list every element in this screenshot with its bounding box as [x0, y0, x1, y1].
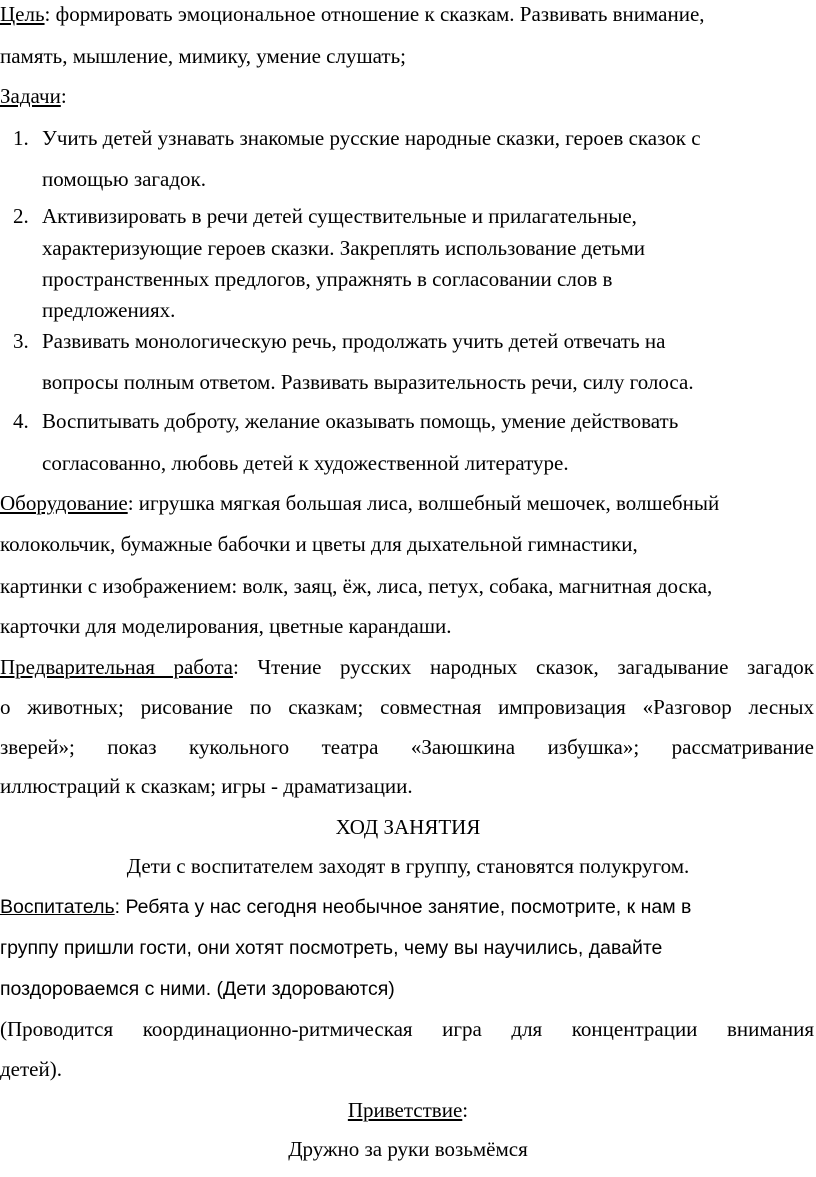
- task-4-line-1: Воспитывать доброту, желание оказывать помощь, умение действовать: [42, 409, 679, 433]
- tasks-heading: [0, 83, 67, 109]
- greeting-label: Приветствие: [347, 1098, 463, 1122]
- task-number-1: 1.: [13, 126, 29, 150]
- task-number-3: 3.: [13, 329, 29, 353]
- teacher-text-1: : Ребята у нас сегодня необычное занятие, посмотрите, к нам в: [114, 896, 692, 918]
- task-number-2: 2.: [13, 204, 29, 228]
- prep-line-3: зверей»; показ кукольного театра «Заюшкина избушка»; рассматривание: [0, 735, 814, 759]
- tasks-label: Задачи: [0, 84, 61, 108]
- equipment-line-2: колокольчик, бумажные бабочки и цветы для дыхательной гимнастики,: [0, 532, 638, 556]
- goal-text-1: : формировать эмоциональное отношение к сказкам. Развивать внимание,: [44, 2, 705, 26]
- teacher-label: Воспитатель: [0, 896, 115, 918]
- task-4-line-2: согласованно, любовь детей к художественной литературе.: [42, 451, 569, 475]
- task-number-4: 4.: [13, 409, 29, 433]
- equipment-label: Оборудование: [0, 491, 128, 515]
- task-3-line-2: вопросы полным ответом. Развивать выразительность речи, силу голоса.: [42, 370, 694, 394]
- teacher-line-3: поздороваемся с ними. (Дети здороваются): [0, 978, 395, 1000]
- greeting-line-1: Дружно за руки возьмёмся: [288, 1137, 528, 1161]
- task-3-line-1: Развивать монологическую речь, продолжать учить детей отвечать на: [42, 329, 666, 353]
- task-2-line-3: пространственных предлогов, упражнять в согласовании слов в: [42, 267, 613, 291]
- game-line-1: (Проводится координационно-ритмическая игра для концентрации внимания: [0, 1017, 814, 1041]
- prep-label: Предварительная работа: [0, 655, 233, 679]
- equipment-line-4: карточки для моделирования, цветные карандаши.: [0, 614, 452, 638]
- greeting-colon: :: [462, 1098, 469, 1122]
- prep-line-4: иллюстраций к сказкам; игры - драматизации.: [0, 774, 413, 798]
- task-1-line-2: помощью загадок.: [42, 167, 207, 191]
- task-2-line-1: Активизировать в речи детей существительные и прилагательные,: [42, 204, 637, 228]
- tasks-colon: :: [60, 84, 67, 108]
- goal-label: Цель: [0, 2, 45, 26]
- game-line-2: детей).: [0, 1057, 62, 1081]
- equipment-line-1: [0, 490, 719, 516]
- goal-line-1: [0, 1, 705, 27]
- prep-line-2: о животных; рисование по сказкам; совместная импровизация «Разговор лесных: [0, 695, 814, 719]
- teacher-line-2: группу пришли гости, они хотят посмотреть, чему вы научились, давайте: [0, 937, 663, 959]
- equipment-line-3: картинки с изображением: волк, заяц, ёж, лиса, петух, собака, магнитная доска,: [0, 574, 713, 598]
- greeting-heading: [0, 1097, 816, 1123]
- lesson-heading: ХОД ЗАНЯТИЯ: [335, 815, 481, 839]
- prep-line-1: [0, 654, 814, 680]
- equipment-text-1: : игрушка мягкая большая лиса, волшебный мешочек, волшебный: [127, 491, 720, 515]
- intro-text: Дети с воспитателем заходят в группу, становятся полукругом.: [126, 854, 690, 878]
- prep-text-1: : Чтение русских народных сказок, загадывание загадок: [232, 655, 814, 679]
- task-2-line-4: предложениях.: [42, 298, 176, 322]
- teacher-line-1: [0, 894, 691, 920]
- task-1-line-1: Учить детей узнавать знакомые русские народные сказки, героев сказок с: [42, 126, 701, 150]
- task-2-line-2: характеризующие героев сказки. Закреплять использование детьми: [42, 236, 646, 260]
- goal-line-2: память, мышление, мимику, умение слушать;: [0, 44, 407, 68]
